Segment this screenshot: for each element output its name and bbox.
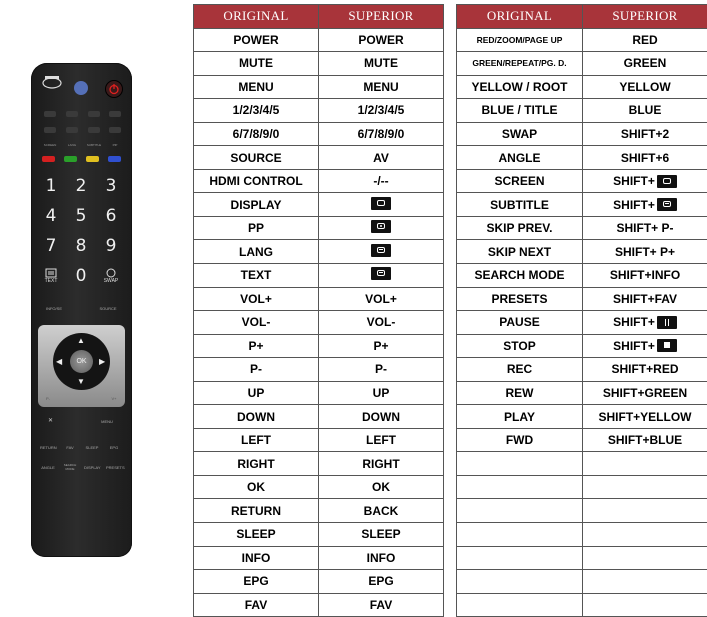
stop-button[interactable] [109, 111, 121, 117]
original-cell: SOURCE [194, 146, 319, 170]
original-cell: REW [457, 381, 583, 405]
superior-cell: -/-- [319, 169, 444, 193]
superior-cell [583, 523, 707, 547]
table-row [457, 28, 707, 52]
superior-cell: SHIFT+BLUE [583, 428, 707, 452]
superior-text: SHIFT+ [613, 315, 655, 329]
original-cell [457, 499, 583, 523]
original-cell: DOWN [194, 405, 319, 429]
superior-cell: FAV [319, 593, 444, 617]
table-row [457, 546, 707, 570]
table-row [457, 75, 707, 99]
original-cell: INFO [194, 546, 319, 570]
original-cell: STOP [457, 334, 583, 358]
superior-cell [583, 334, 707, 358]
superior-cell: SHIFT+6 [583, 146, 707, 170]
superior-text: SHIFT+ [613, 339, 655, 353]
superior-cell: BLUE [583, 99, 707, 123]
original-cell: FWD [457, 428, 583, 452]
superior-cell [583, 570, 707, 594]
text-label: TEXT [39, 278, 63, 284]
table-row [194, 287, 444, 311]
table-row [194, 381, 444, 405]
table-row [194, 311, 444, 335]
remote-logo-icon [41, 75, 63, 89]
red-button[interactable] [42, 156, 55, 162]
table-row [194, 28, 444, 52]
superior-cell: OK [319, 475, 444, 499]
table-row [457, 99, 707, 123]
table-row [457, 358, 707, 382]
pip-label: PIP [107, 143, 123, 147]
original-cell: RIGHT [194, 452, 319, 476]
header-original: ORIGINAL [457, 5, 583, 29]
text-button[interactable] [39, 266, 63, 288]
mapping-table-left [193, 4, 444, 617]
down-arrow-icon[interactable]: ▼ [77, 377, 85, 386]
digit-5-button[interactable]: 5 [69, 206, 93, 226]
original-cell: OK [194, 475, 319, 499]
superior-cell: SHIFT+FAV [583, 287, 707, 311]
superior-cell: SHIFT+GREEN [583, 381, 707, 405]
superior-cell [583, 193, 707, 217]
original-cell: GREEN/REPEAT/PG. D. [457, 52, 583, 76]
table-row [457, 405, 707, 429]
yellow-button[interactable] [86, 156, 99, 162]
p-minus-label: P- [43, 396, 53, 401]
header-superior: SUPERIOR [319, 5, 444, 29]
superior-cell [583, 546, 707, 570]
original-cell [457, 570, 583, 594]
table-row [457, 193, 707, 217]
table-row [194, 193, 444, 217]
digit-8-button[interactable]: 8 [69, 236, 93, 256]
superior-cell: GREEN [583, 52, 707, 76]
table-row [194, 499, 444, 523]
superior-cell: SHIFT+INFO [583, 264, 707, 288]
info-label[interactable]: INFO/SE [41, 306, 67, 311]
right-arrow-icon[interactable]: ▶ [99, 357, 105, 366]
superior-text: SHIFT+ [613, 198, 655, 212]
sleep-label[interactable]: SLEEP [84, 445, 100, 450]
original-cell [457, 546, 583, 570]
superior-cell: SHIFT+ P+ [583, 240, 707, 264]
original-cell: MUTE [194, 52, 319, 76]
table-row [194, 75, 444, 99]
table-row [194, 405, 444, 429]
table-row [194, 146, 444, 170]
rewind-button[interactable] [66, 127, 78, 133]
original-cell: HDMI CONTROL [194, 169, 319, 193]
original-cell [457, 593, 583, 617]
table-row [457, 428, 707, 452]
digit-1-button[interactable]: 1 [39, 176, 63, 196]
original-cell: SEARCH MODE [457, 264, 583, 288]
table-row [194, 593, 444, 617]
superior-cell: EPG [319, 570, 444, 594]
original-cell: 1/2/3/4/5 [194, 99, 319, 123]
superior-cell: MENU [319, 75, 444, 99]
angle-label[interactable]: ANGLE [40, 465, 56, 470]
table-row [457, 287, 707, 311]
superior-cell: P+ [319, 334, 444, 358]
original-cell: SWAP [457, 122, 583, 146]
superior-cell: RED [583, 28, 707, 52]
original-cell: RED/ZOOM/PAGE UP [457, 28, 583, 52]
original-cell: PLAY [457, 405, 583, 429]
original-cell: BLUE / TITLE [457, 99, 583, 123]
left-arrow-icon[interactable]: ◀ [56, 357, 62, 366]
original-cell: ANGLE [457, 146, 583, 170]
original-cell: SUBTITLE [457, 193, 583, 217]
table-row [457, 122, 707, 146]
table-row [457, 311, 707, 335]
superior-cell: SHIFT+RED [583, 358, 707, 382]
table-row [194, 216, 444, 240]
menu-label[interactable]: MENU [97, 419, 117, 424]
superior-cell [319, 240, 444, 264]
table-row [194, 475, 444, 499]
digit-0-button[interactable]: 0 [69, 266, 93, 286]
superior-cell: AV [319, 146, 444, 170]
record-button[interactable] [44, 111, 56, 117]
superior-cell: UP [319, 381, 444, 405]
source-label[interactable]: SOURCE [95, 306, 121, 311]
digit-6-button[interactable]: 6 [99, 206, 123, 226]
superior-cell [583, 499, 707, 523]
digit-2-button[interactable]: 2 [69, 176, 93, 196]
setup-button[interactable] [74, 81, 88, 95]
superior-cell: P- [319, 358, 444, 382]
original-cell: REC [457, 358, 583, 382]
swap-button[interactable] [99, 266, 123, 288]
superior-cell: VOL- [319, 311, 444, 335]
table-row [194, 358, 444, 382]
superior-cell [583, 169, 707, 193]
table-row [194, 546, 444, 570]
original-cell [457, 523, 583, 547]
table-row [457, 169, 707, 193]
superior-cell: POWER [319, 28, 444, 52]
header-superior: SUPERIOR [583, 5, 707, 29]
table-row [194, 169, 444, 193]
original-cell: UP [194, 381, 319, 405]
mapping-table-right [456, 4, 707, 617]
original-cell: FAV [194, 593, 319, 617]
presets-label[interactable]: PRESETS [106, 465, 122, 470]
remote-control [31, 63, 132, 557]
swap-label: SWAP [99, 278, 123, 284]
v-plus-label: V+ [109, 396, 119, 401]
display-icon [371, 197, 391, 210]
display-label[interactable]: DISPLAY [84, 465, 100, 470]
original-cell: 6/7/8/9/0 [194, 122, 319, 146]
original-cell: VOL- [194, 311, 319, 335]
up-arrow-icon[interactable]: ▲ [77, 336, 85, 345]
epg-label[interactable]: EPG [106, 445, 122, 450]
subtitle-label: SUBTITLE [86, 143, 102, 147]
table-row [457, 381, 707, 405]
table-row [457, 499, 707, 523]
mute-icon[interactable]: ✕ [48, 417, 53, 424]
return-label[interactable]: RETURN [40, 445, 56, 450]
original-cell: TEXT [194, 264, 319, 288]
original-cell: POWER [194, 28, 319, 52]
original-cell: RETURN [194, 499, 319, 523]
superior-cell: 6/7/8/9/0 [319, 122, 444, 146]
play-button[interactable] [66, 111, 78, 117]
screen-label: SCREEN [42, 143, 58, 147]
original-cell [457, 475, 583, 499]
pause-icon [657, 316, 677, 329]
superior-cell [583, 311, 707, 335]
superior-cell: 1/2/3/4/5 [319, 99, 444, 123]
table-row [457, 523, 707, 547]
table-row [457, 334, 707, 358]
superior-cell: YELLOW [583, 75, 707, 99]
original-cell [457, 452, 583, 476]
superior-cell [583, 452, 707, 476]
original-cell: YELLOW / ROOT [457, 75, 583, 99]
superior-cell: INFO [319, 546, 444, 570]
original-cell: DISPLAY [194, 193, 319, 217]
superior-cell: BACK [319, 499, 444, 523]
original-cell: P+ [194, 334, 319, 358]
original-cell: SKIP PREV. [457, 216, 583, 240]
original-cell: LANG [194, 240, 319, 264]
superior-cell: SHIFT+2 [583, 122, 707, 146]
superior-cell [319, 264, 444, 288]
table-row [194, 52, 444, 76]
subtitle-icon [657, 198, 677, 211]
power-button[interactable] [105, 80, 123, 98]
header-original: ORIGINAL [194, 5, 319, 29]
superior-cell: MUTE [319, 52, 444, 76]
digit-7-button[interactable]: 7 [39, 236, 63, 256]
superior-cell: SLEEP [319, 523, 444, 547]
screen-icon [657, 175, 677, 188]
ok-button[interactable]: OK [70, 350, 93, 373]
table-row [194, 570, 444, 594]
superior-cell: SHIFT+ P- [583, 216, 707, 240]
table-row [457, 264, 707, 288]
table-row [457, 216, 707, 240]
original-cell: SKIP NEXT [457, 240, 583, 264]
original-cell: PAUSE [457, 311, 583, 335]
original-cell: SCREEN [457, 169, 583, 193]
table-row [194, 334, 444, 358]
pause-button[interactable] [88, 111, 100, 117]
green-button[interactable] [64, 156, 77, 162]
original-cell: SLEEP [194, 523, 319, 547]
lang-label: LANG [64, 143, 80, 147]
table-row [457, 593, 707, 617]
original-cell: PP [194, 216, 319, 240]
superior-text: SHIFT+ [613, 174, 655, 188]
original-cell: PRESETS [457, 287, 583, 311]
text-icon [371, 267, 391, 280]
blue-button[interactable] [108, 156, 121, 162]
original-cell: LEFT [194, 428, 319, 452]
table-row [457, 570, 707, 594]
skip-prev-button[interactable] [44, 127, 56, 133]
table-row [457, 240, 707, 264]
table-row [457, 52, 707, 76]
table-row [194, 523, 444, 547]
table-row [457, 475, 707, 499]
superior-cell [583, 593, 707, 617]
fav-label[interactable]: FAV [62, 445, 78, 450]
superior-cell: VOL+ [319, 287, 444, 311]
original-cell: EPG [194, 570, 319, 594]
original-cell: P- [194, 358, 319, 382]
table-row [194, 99, 444, 123]
search-mode-label[interactable]: SEARCH MODE [62, 463, 78, 471]
superior-cell [583, 475, 707, 499]
skip-next-button[interactable] [109, 127, 121, 133]
superior-cell [319, 193, 444, 217]
table-row [194, 240, 444, 264]
original-cell: VOL+ [194, 287, 319, 311]
table-row [457, 452, 707, 476]
digit-3-button[interactable]: 3 [99, 176, 123, 196]
table-row [194, 452, 444, 476]
table-row [457, 146, 707, 170]
superior-cell: DOWN [319, 405, 444, 429]
digit-9-button[interactable]: 9 [99, 236, 123, 256]
lang-icon [371, 244, 391, 257]
pp-icon [371, 220, 391, 233]
digit-4-button[interactable]: 4 [39, 206, 63, 226]
stop-icon [657, 339, 677, 352]
table-row [194, 264, 444, 288]
forward-button[interactable] [88, 127, 100, 133]
original-cell: MENU [194, 75, 319, 99]
table-row [194, 122, 444, 146]
superior-cell [319, 216, 444, 240]
superior-cell: SHIFT+YELLOW [583, 405, 707, 429]
superior-cell: LEFT [319, 428, 444, 452]
table-row [194, 428, 444, 452]
superior-cell: RIGHT [319, 452, 444, 476]
